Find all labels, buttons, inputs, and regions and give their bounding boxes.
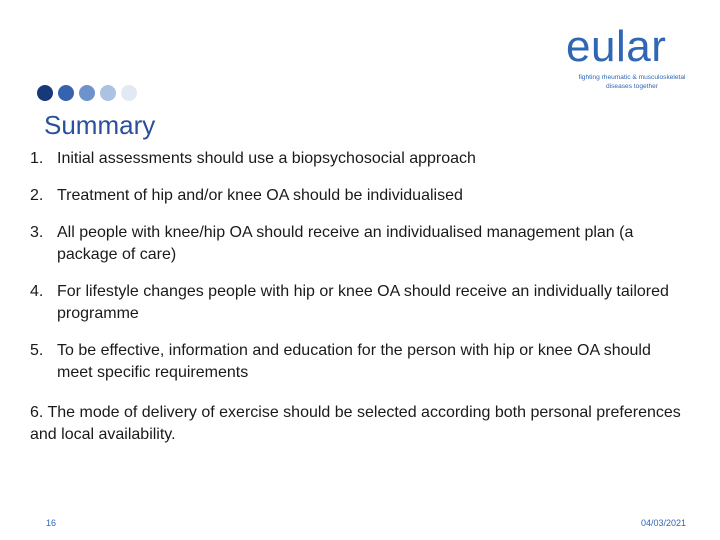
item-text: All people with knee/hip OA should receive an individualised management plan (a package of care): [57, 224, 634, 263]
list-item: [30, 281, 690, 325]
list-item: [30, 185, 690, 207]
list-item: [30, 222, 690, 266]
page-number: 16: [46, 518, 57, 528]
item-text: Treatment of hip and/or knee OA should be individualised: [57, 187, 463, 204]
dot-icon: [37, 85, 53, 101]
item-text: For lifestyle changes people with hip or knee OA should receive an individually tailored programme: [57, 283, 669, 322]
footer-date: 04/03/2021: [640, 518, 686, 528]
slide-title: Summary: [44, 110, 156, 140]
logo-tagline: [566, 74, 698, 91]
dot-icon: [58, 85, 74, 101]
dot-icon: [79, 85, 95, 101]
eular-logo: [560, 24, 700, 104]
item-number: 1.: [30, 150, 44, 167]
item-text: Initial assessments should use a biopsychosocial approach: [57, 150, 476, 167]
summary-paragraph: 6. The mode of delivery of exercise should be selected according both personal preferences and local availability.: [30, 404, 681, 443]
dot-icon: [121, 85, 137, 101]
list-item: [30, 340, 690, 384]
dot-icon: [100, 85, 116, 101]
item-number: 3.: [30, 224, 44, 241]
decorative-dots: [37, 85, 137, 101]
logo-wordmark: eular: [566, 22, 667, 71]
logo-tagline-line1: fighting rheumatic & musculoskeletal: [578, 74, 686, 81]
item-number: 5.: [30, 342, 44, 359]
list-item: [30, 148, 690, 170]
item-number: 2.: [30, 187, 44, 204]
item-text: To be effective, information and education for the person with hip or knee OA should meet specific requirements: [57, 342, 651, 381]
logo-tagline-line2: diseases together: [605, 82, 659, 90]
item-number: 4.: [30, 283, 44, 300]
summary-list: [30, 148, 690, 399]
